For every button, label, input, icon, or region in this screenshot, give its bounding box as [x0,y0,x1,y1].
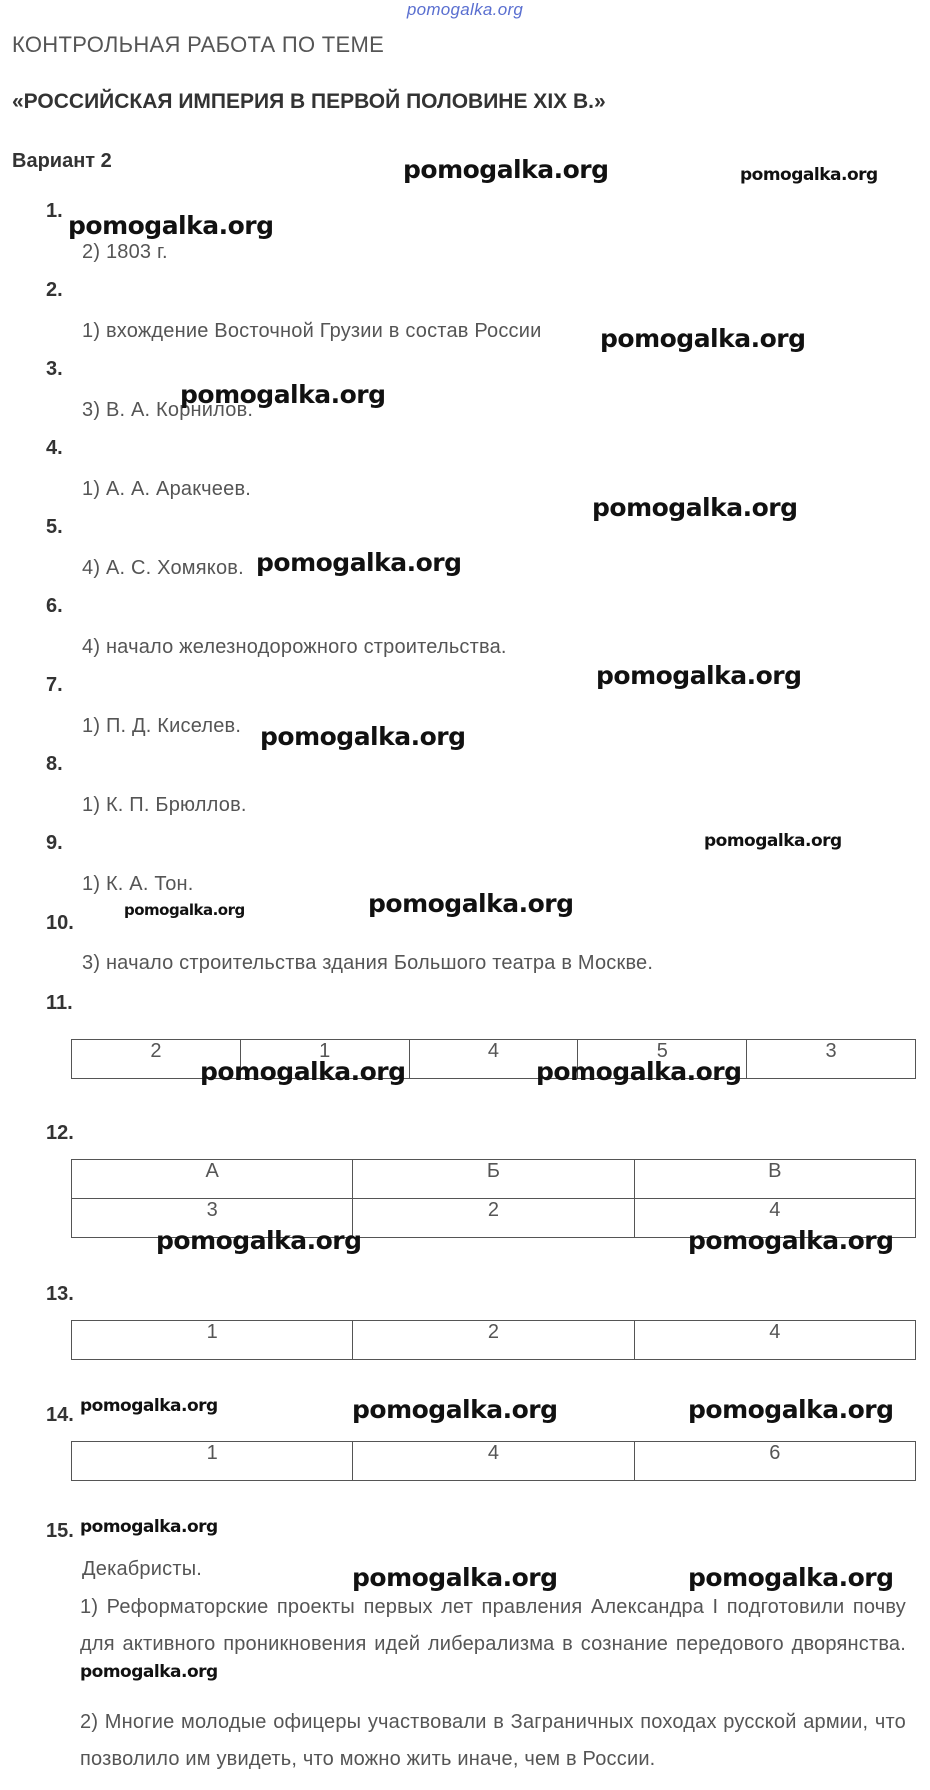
question-number-11: 11. [46,992,73,1014]
table-cell: 1 [72,1321,353,1360]
question-number-9: 9. [46,832,63,854]
answer-6: 4) начало железнодорожного строительства. [82,636,507,658]
watermark: pomogalka.org [688,1395,894,1424]
answer-7: 1) П. Д. Киселев. [82,715,242,737]
answer-1: 2) 1803 г. [82,241,168,263]
answer-2: 1) вхождение Восточной Грузии в состав России [82,320,542,342]
answer-5: 4) А. С. Хомяков. [82,557,244,579]
table-cell: 2 [72,1040,241,1079]
table-row [72,1321,916,1360]
answer-4: 1) А. А. Аракчеев. [82,478,252,500]
watermark: pomogalka.org [68,211,274,240]
watermark: pomogalka.org [260,722,466,751]
table-cell: 5 [578,1040,747,1079]
answer-3: 3) В. А. Корнилов. [82,399,254,421]
table-header-cell: В [634,1160,915,1199]
watermark: pomogalka.org [368,889,574,918]
answer-table-14 [71,1441,916,1481]
watermark: pomogalka.org [704,831,842,851]
question-number-10: 10. [46,912,74,934]
variant-label: Вариант 2 [12,150,112,172]
watermark: pomogalka.org [740,165,878,185]
watermark: pomogalka.org [200,1057,406,1086]
watermark: pomogalka.org [592,493,798,522]
table-header-row [72,1160,916,1199]
watermark: pomogalka.org [352,1563,558,1592]
table-cell: 4 [634,1199,915,1238]
watermark: pomogalka.org [124,901,245,919]
watermark: pomogalka.org [536,1057,742,1086]
question-number-3: 3. [46,358,63,380]
table-cell: 1 [240,1040,409,1079]
question-number-12: 12. [46,1122,74,1144]
table-row [72,1442,916,1481]
answer-15-paragraph-2: 2) Многие молодые офицеры участвовали в Заграничных походах русской армии, что позволило им увидеть, что можно жить иначе, чем в России. [80,1711,906,1770]
question-number-14: 14. [46,1404,74,1426]
table-cell: 3 [72,1199,353,1238]
watermark: pomogalka.org [80,1517,218,1537]
question-number-1: 1. [46,200,63,222]
watermark: pomogalka.org [352,1395,558,1424]
question-number-13: 13. [46,1283,74,1305]
answer-10: 3) начало строительства здания Большого театра в Москве. [82,952,654,974]
table-cell: 6 [634,1442,915,1481]
table-cell: 4 [409,1040,578,1079]
table-header-cell: А [72,1160,353,1199]
top-watermark: pomogalka.org [406,0,524,19]
answer-8: 1) К. П. Брюллов. [82,794,247,816]
watermark: pomogalka.org [688,1226,894,1255]
table-header-cell: Б [353,1160,634,1199]
answer-table-13 [71,1320,916,1360]
table-cell: 1 [72,1442,353,1481]
watermark: pomogalka.org [156,1226,362,1255]
table-row [72,1040,916,1079]
watermark: pomogalka.org [80,1396,218,1416]
watermark: pomogalka.org [403,155,609,184]
answer-table-11 [71,1039,916,1079]
question-number-2: 2. [46,279,63,301]
table-cell: 3 [747,1040,916,1079]
watermark: pomogalka.org [180,380,386,409]
question-number-15: 15. [46,1520,74,1542]
question-number-7: 7. [46,674,63,696]
watermark: pomogalka.org [600,324,806,353]
watermark: pomogalka.org [256,548,462,577]
answer-15-paragraph-1: 1) Реформаторские проекты первых лет правления Александра I подготовили почву для активного проникновения идей либерализма в сознание передового дворянства. [80,1596,906,1655]
question-number-5: 5. [46,516,63,538]
question-number-6: 6. [46,595,63,617]
document-title-line1: КОНТРОЛЬНАЯ РАБОТА ПО ТЕМЕ [12,32,385,57]
table-cell: 4 [634,1321,915,1360]
table-cell: 2 [353,1199,634,1238]
document-title-line2: «РОССИЙСКАЯ ИМПЕРИЯ В ПЕРВОЙ ПОЛОВИНЕ XIX В.» [12,90,606,113]
question-number-4: 4. [46,437,63,459]
watermark: pomogalka.org [80,1662,218,1682]
table-cell: 4 [353,1442,634,1481]
question-number-8: 8. [46,753,63,775]
table-cell: 2 [353,1321,634,1360]
watermark: pomogalka.org [688,1563,894,1592]
answer-15-heading: Декабристы. [82,1558,203,1580]
watermark: pomogalka.org [596,661,802,690]
answer-9: 1) К. А. Тон. [82,873,194,895]
